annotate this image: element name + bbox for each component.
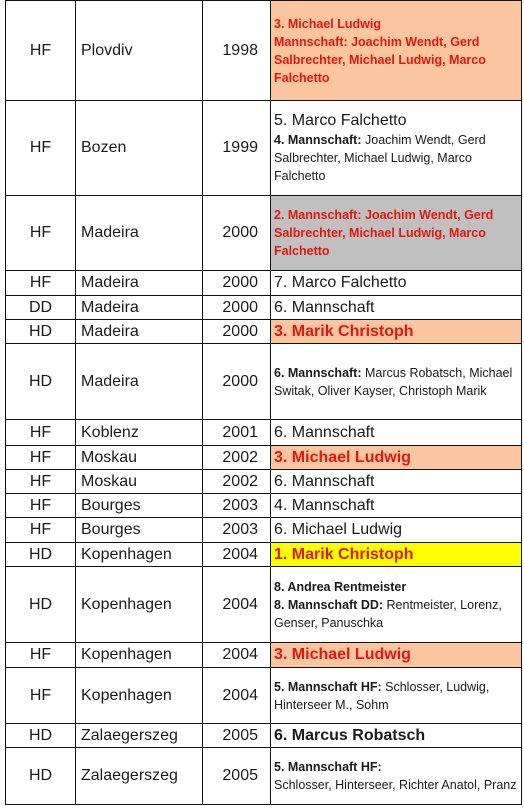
result-cell: 1. Marik Christoph	[271, 543, 522, 567]
year-cell: 2004	[203, 668, 271, 724]
team-members: Schlosser, Ludwig, Hinterseer M., Sohm	[274, 679, 490, 712]
result-cell: 6. Mannschaft	[271, 470, 522, 494]
category-cell: HF	[6, 668, 76, 724]
table-row	[6, 470, 522, 494]
result-cell: 6. Mannschaft	[271, 296, 522, 320]
result-cell	[271, 196, 522, 271]
table-row	[6, 101, 522, 196]
category-cell: HD	[6, 567, 76, 643]
table-row	[6, 518, 522, 543]
city-cell: Plovdiv	[76, 1, 203, 101]
result-cell: 7. Marco Falchetto	[271, 271, 522, 296]
year-cell: 2004	[203, 543, 271, 567]
result-cell	[271, 101, 522, 196]
result-line: 2. Mannschaft: Joachim Wendt, Gerd Salbrechter, Michael Ludwig, Marco Falchetto	[274, 208, 494, 258]
team-label: 5. Mannschaft HF:	[274, 760, 382, 774]
city-cell: Bourges	[76, 518, 203, 543]
category-cell: HD	[6, 543, 76, 567]
team-label: 6. Mannschaft:	[274, 365, 362, 380]
year-cell: 2000	[203, 196, 271, 271]
city-cell: Kopenhagen	[76, 567, 203, 643]
table-row	[6, 344, 522, 420]
result-cell: 6. Marcus Robatsch	[271, 724, 522, 748]
table-row	[6, 567, 522, 643]
table-row	[6, 271, 522, 296]
year-cell: 2003	[203, 494, 271, 518]
table-row	[6, 494, 522, 518]
result-cell	[271, 748, 522, 805]
year-cell: 2005	[203, 748, 271, 805]
table-row	[6, 643, 522, 668]
team-label: Mannschaft:	[274, 34, 348, 49]
category-cell: HF	[6, 101, 76, 196]
team-members: Joachim Wendt, Gerd Salbrechter, Michael Ludwig, Marco Falchetto	[274, 34, 486, 85]
team-members: Schlosser, Hinterseer, Richter Anatol, Pranz	[274, 778, 517, 792]
result-line: 8. Andrea Rentmeister	[274, 579, 407, 594]
result-team	[274, 33, 518, 87]
results-table	[5, 0, 522, 805]
category-cell: HF	[6, 1, 76, 101]
city-cell: Bozen	[76, 101, 203, 196]
team-members: Marcus Robatsch, Michael Switak, Oliver Kayser, Christoph Marik	[274, 365, 513, 398]
city-cell: Madeira	[76, 296, 203, 320]
result-cell	[271, 567, 522, 643]
table-row	[6, 296, 522, 320]
year-cell: 2000	[203, 344, 271, 420]
result-team	[274, 596, 518, 632]
table-row	[6, 1, 522, 101]
year-cell: 2002	[203, 470, 271, 494]
year-cell: 2004	[203, 643, 271, 668]
table-row	[6, 196, 522, 271]
result-team	[274, 678, 518, 714]
category-cell: HD	[6, 748, 76, 805]
year-cell: 2000	[203, 296, 271, 320]
result-cell: 6. Michael Ludwig	[271, 518, 522, 543]
city-cell: Kopenhagen	[76, 543, 203, 567]
year-cell: 1998	[203, 1, 271, 101]
team-label: 8. Mannschaft DD:	[274, 597, 384, 612]
category-cell: HF	[6, 271, 76, 296]
result-team	[274, 131, 518, 185]
city-cell: Moskau	[76, 446, 203, 470]
category-cell: HD	[6, 344, 76, 420]
table-row	[6, 543, 522, 567]
table-row	[6, 748, 522, 805]
city-cell: Madeira	[76, 320, 203, 344]
table-row	[6, 668, 522, 724]
result-cell	[271, 668, 522, 724]
team-members: Joachim Wendt, Gerd Salbrechter, Michael Ludwig, Marco Falchetto	[274, 133, 486, 183]
city-cell: Bourges	[76, 494, 203, 518]
city-cell: Zalaegerszeg	[76, 748, 203, 805]
result-team	[274, 364, 518, 400]
year-cell: 2002	[203, 446, 271, 470]
category-cell: HD	[6, 724, 76, 748]
year-cell: 1999	[203, 101, 271, 196]
result-cell	[271, 344, 522, 420]
result-cell: 3. Michael Ludwig	[271, 446, 522, 470]
year-cell: 2001	[203, 420, 271, 446]
city-cell: Madeira	[76, 344, 203, 420]
result-cell	[271, 1, 522, 101]
category-cell: HF	[6, 470, 76, 494]
year-cell: 2003	[203, 518, 271, 543]
table-row	[6, 724, 522, 748]
result-line: 3. Michael Ludwig	[274, 16, 381, 31]
table-row	[6, 420, 522, 446]
category-cell: HF	[6, 420, 76, 446]
team-label: 5. Mannschaft HF:	[274, 679, 382, 694]
year-cell: 2000	[203, 320, 271, 344]
city-cell: Madeira	[76, 271, 203, 296]
city-cell: Kopenhagen	[76, 643, 203, 668]
category-cell: HF	[6, 446, 76, 470]
team-members: Rentmeister, Lorenz, Genser, Panuschka	[274, 597, 502, 630]
category-cell: HF	[6, 196, 76, 271]
table-row	[6, 320, 522, 344]
result-cell: 6. Mannschaft	[271, 420, 522, 446]
category-cell: HD	[6, 320, 76, 344]
category-cell: HF	[6, 643, 76, 668]
city-cell: Moskau	[76, 470, 203, 494]
result-cell: 3. Michael Ludwig	[271, 643, 522, 668]
year-cell: 2000	[203, 271, 271, 296]
table-row	[6, 446, 522, 470]
category-cell: DD	[6, 296, 76, 320]
year-cell: 2005	[203, 724, 271, 748]
city-cell: Koblenz	[76, 420, 203, 446]
team-label: 4. Mannschaft:	[274, 133, 362, 147]
category-cell: HF	[6, 494, 76, 518]
result-cell: 3. Marik Christoph	[271, 320, 522, 344]
result-team	[274, 758, 518, 794]
year-cell: 2004	[203, 567, 271, 643]
result-cell: 4. Mannschaft	[271, 494, 522, 518]
city-cell: Kopenhagen	[76, 668, 203, 724]
city-cell: Madeira	[76, 196, 203, 271]
result-line: 5. Marco Falchetto	[274, 112, 407, 129]
city-cell: Zalaegerszeg	[76, 724, 203, 748]
category-cell: HF	[6, 518, 76, 543]
